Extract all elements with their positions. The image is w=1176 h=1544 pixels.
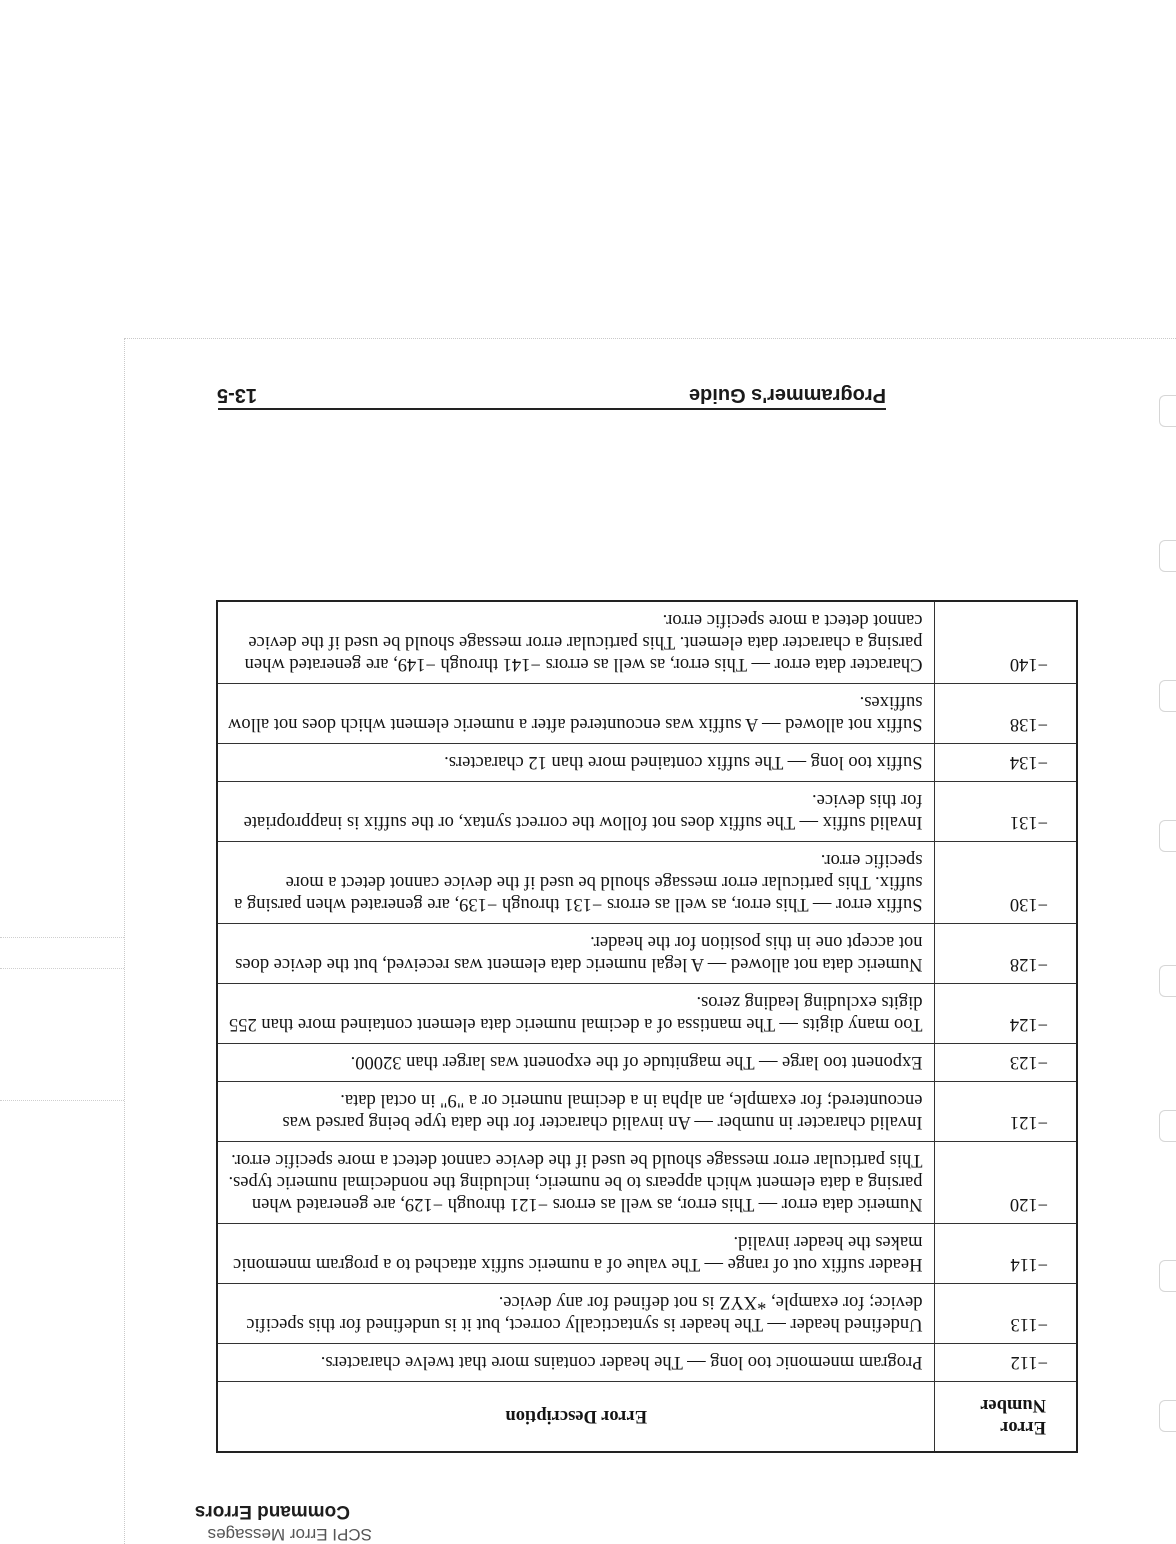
error-number: −114 [935,1224,1077,1284]
error-number: −138 [935,684,1077,744]
table-row [217,1044,1077,1082]
table-row [217,1224,1077,1284]
error-description: Suffix not allowed — A suffix was encountered after a numeric element which does not allow suffixes. [217,684,935,744]
error-number: −134 [935,744,1077,782]
error-description: Numeric data not allowed — A legal numeric data element was received, but the device does not accept one in this position for the header. [217,924,935,984]
error-number: −123 [935,1044,1077,1082]
error-number: −128 [935,924,1077,984]
error-description: Invalid suffix — The suffix does not follow the correct syntax, or the suffix is inappropriate for this device. [217,782,935,842]
footer-title: Programmer's Guide [688,384,886,406]
footer-rule [218,408,886,410]
error-description: Numeric data error — This error, as well as errors −121 through −129, are generated when parsing a data element which appears to be numeric, including the nondecimal numeric types. This particular error message should be used if the device cannot detect a more specific error. [217,1142,935,1224]
table-header-row [217,1382,1077,1453]
error-description: Undefined header — The header is syntactically correct, but it is undefined for this specific device; for example, *XYZ is not defined for any device. [217,1284,935,1344]
table-row [217,1142,1077,1224]
error-number: −140 [935,601,1077,684]
error-number: −124 [935,984,1077,1044]
table-row [217,1284,1077,1344]
running-caption: SCPI Error Messages [207,1525,372,1544]
table-row [217,1082,1077,1142]
table-row [217,984,1077,1044]
error-description: Header suffix out of range — The value of a numeric suffix attached to a program mnemonic makes the header invalid. [217,1224,935,1284]
error-description: Invalid character in number — An invalid character for the data type being parsed was encountered; for example, an alpha in a decimal numeric or a "9" in octal data. [217,1082,935,1142]
error-description: Program mnemonic too long — The header contains more that twelve characters. [217,1344,935,1382]
error-number: −130 [935,842,1077,924]
error-number: −113 [935,1284,1077,1344]
table-row [217,782,1077,842]
table-row [217,924,1077,984]
column-header-error-description: Error Description [217,1382,935,1453]
error-description: Suffix too long — The suffix contained more than 12 characters. [217,744,935,782]
error-table [216,600,1078,1453]
error-number: −120 [935,1142,1077,1224]
error-description: Exponent too large — The magnitude of the exponent was larger than 32000. [217,1044,935,1082]
error-number: −131 [935,782,1077,842]
error-description: Too many digits — The mantissa of a decimal numeric data element contained more than 255 digits excluding leading zeros. [217,984,935,1044]
error-number: −112 [935,1344,1077,1382]
table-row [217,601,1077,684]
table-row [217,842,1077,924]
table-row [217,684,1077,744]
section-title: Command Errors [194,1501,350,1522]
column-header-error-number: Error Number [935,1382,1077,1453]
page-number: 13-5 [216,384,257,406]
error-description: Character data error — This error, as well as errors −141 through −149, are generated when parsing a character data element. This particular error message should be used if the device cannot detect a more specific error. [217,601,935,684]
table-row [217,1344,1077,1382]
error-number: −121 [935,1082,1077,1142]
table-row [217,744,1077,782]
error-description: Suffix error — This error, as well as errors −131 through −139, are generated when parsing a suffix. This particular error message should be used if the device cannot detect a more specific error. [217,842,935,924]
